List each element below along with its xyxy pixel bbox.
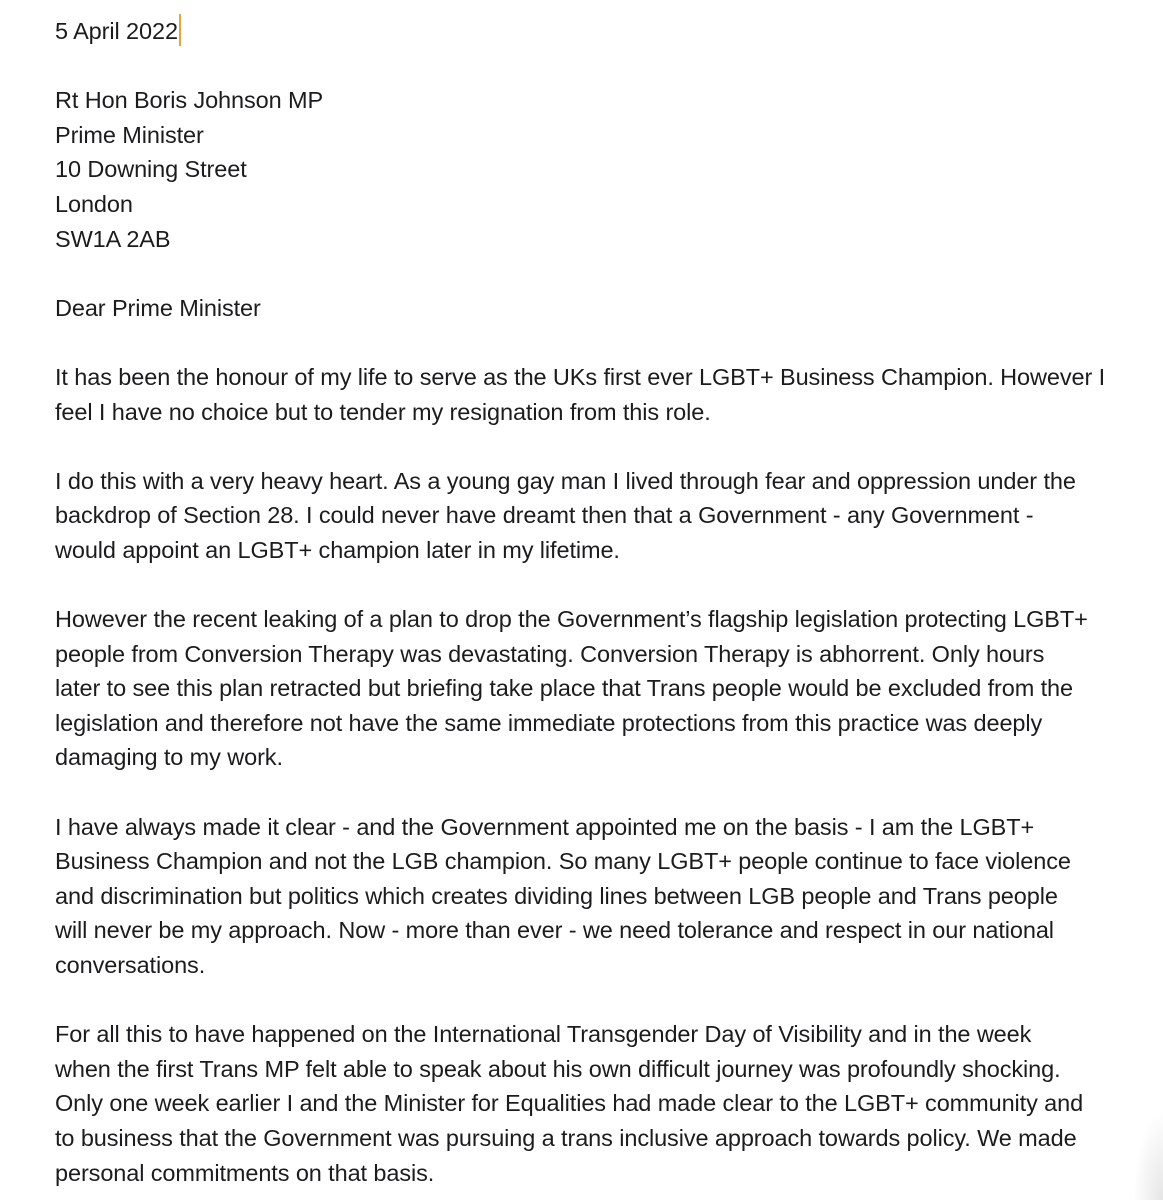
paragraph-line: people from Conversion Therapy was devastating. Conversion Therapy is abhorrent. Only hours — [55, 640, 1045, 667]
spacer — [55, 325, 1155, 360]
note-body[interactable] — [55, 14, 1155, 1190]
letter-date: 5 April 2022 — [55, 18, 178, 44]
address-line-name: Rt Hon Boris Johnson MP — [55, 87, 324, 114]
paragraph-line: will never be my approach. Now - more than ever - we need tolerance and respect in our national — [55, 917, 1054, 944]
paragraph-5 — [55, 1017, 1155, 1190]
spacer — [55, 256, 1155, 291]
spacer — [55, 49, 1155, 84]
address-line-title: Prime Minister — [55, 121, 204, 148]
salutation — [55, 291, 1155, 326]
address-line-street: 10 Downing Street — [55, 156, 247, 183]
address-line-city: London — [55, 190, 133, 217]
paragraph-line: to business that the Government was pursuing a trans inclusive approach towards policy. We made — [55, 1125, 1077, 1151]
spacer — [55, 568, 1155, 603]
paragraph-line: Business Champion and not the LGB champion. So many LGBT+ people continue to face violence — [55, 848, 1071, 875]
paragraph-line: legislation and therefore not have the same immediate protections from this practice was deeply — [55, 709, 1043, 736]
address-line-postcode: SW1A 2AB — [55, 225, 171, 252]
spacer — [55, 983, 1155, 1018]
paragraph-line: I do this with a very heavy heart. As a young gay man I lived through fear and oppression under the — [55, 467, 1076, 494]
spacer — [55, 775, 1155, 810]
paragraph-2 — [55, 464, 1155, 568]
paragraph-line: I have always made it clear - and the Government appointed me on the basis - I am the LGBT+ — [55, 813, 1035, 840]
paragraph-line: backdrop of Section 28. I could never have dreamt then that a Government - any Government - — [55, 502, 1034, 529]
paragraph-line: Only one week earlier I and the Minister for Equalities had made clear to the LGBT+ community and — [55, 1090, 1084, 1117]
paragraph-1 — [55, 360, 1155, 429]
spacer — [55, 429, 1155, 464]
paragraph-line: conversations. — [55, 952, 206, 979]
text-cursor — [179, 14, 181, 46]
paragraph-3 — [55, 602, 1155, 775]
recipient-address — [55, 83, 1155, 256]
page-edge-shadow — [1133, 1110, 1163, 1200]
paragraph-line: and discrimination but politics which creates dividing lines between LGB people and Trans people — [55, 882, 1058, 909]
paragraph-line: However the recent leaking of a plan to drop the Government’s flagship legislation protecting LGBT+ — [55, 606, 1088, 633]
paragraph-line: feel I have no choice but to tender my resignation from this role. — [55, 398, 711, 425]
paragraph-line: damaging to my work. — [55, 744, 283, 771]
salutation-text: Dear Prime Minister — [55, 294, 261, 321]
paragraph-4 — [55, 810, 1155, 983]
date-line-block — [55, 14, 1155, 49]
paragraph-line: personal commitments on that basis. — [55, 1159, 435, 1186]
paragraph-line: For all this to have happened on the International Transgender Day of Visibility and in the week — [55, 1021, 1032, 1048]
paragraph-line: would appoint an LGBT+ champion later in my lifetime. — [55, 536, 620, 563]
paragraph-line: later to see this plan retracted but briefing take place that Trans people would be excluded from the — [55, 675, 1073, 702]
paragraph-line: when the first Trans MP felt able to speak about his own difficult journey was profoundly shocking. — [55, 1055, 1061, 1082]
paragraph-line: It has been the honour of my life to serve as the UKs first ever LGBT+ Business Champion. However I — [55, 363, 1106, 390]
